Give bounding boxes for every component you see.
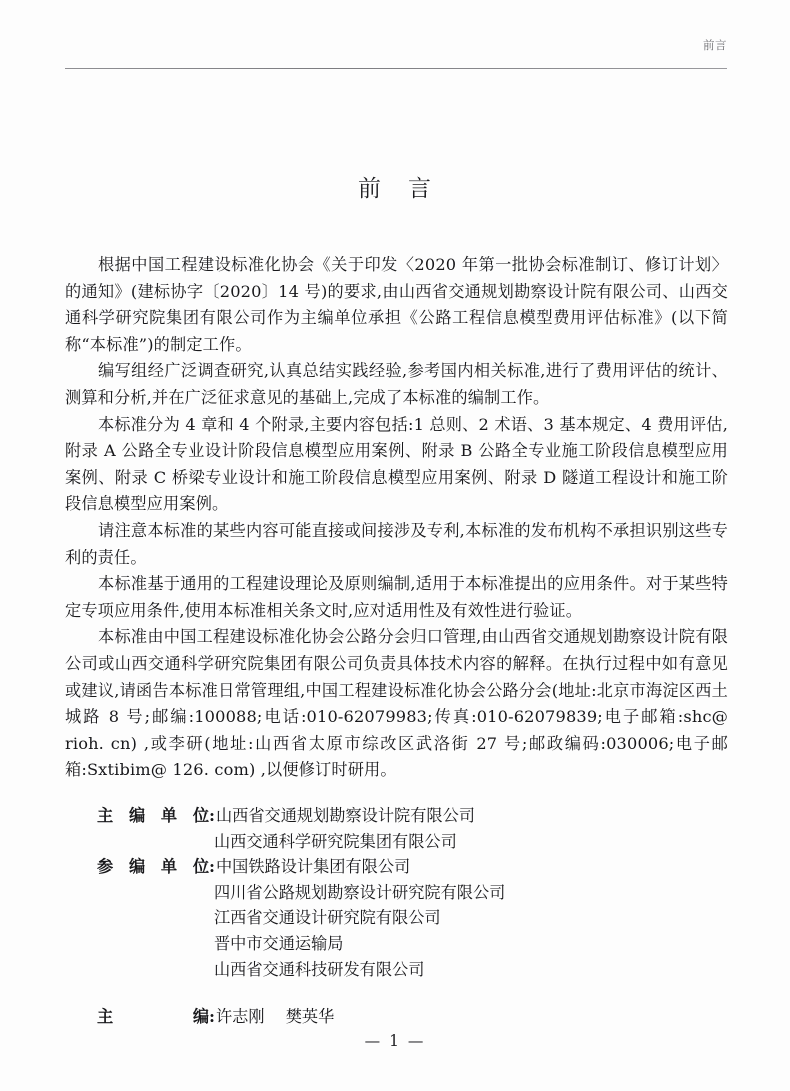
credit-value: 山西交通科学研究院集团有限公司 [214,831,457,851]
foreword-body [65,252,728,784]
label-char: 主 [97,1007,114,1027]
paragraph: 本标准基于通用的工程建设理论及原则编制,适用于本标准提出的应用条件。对于某些特定专项应用条件,使用本标准相关条文时,应对适用性及有效性进行验证。 [65,574,728,620]
credit-row [97,854,717,880]
chief-editor-units-label [97,803,209,829]
credit-row [97,1004,717,1030]
credit-value: 江西省交通设计研究院有限公司 [214,908,441,928]
label-colon: : [209,806,215,825]
label-char: 位 [192,857,209,877]
participating-units-group [97,854,717,982]
credit-value: 四川省公路规划勘察设计研究院有限公司 [214,882,506,902]
credit-value: 晋中市交通运输局 [214,933,344,953]
label-colon: : [209,1007,215,1027]
paragraph: 根据中国工程建设标准化协会《关于印发〈2020 年第一批协会标准制订、修订计划〉的通知》(建标协字〔2020〕14 号)的要求,由山西省交通规划勘察设计院有限公司、山西交通科学研究院集团有限公司作为主编单位承担《公路工程信息模型费用评估标准》(以下简称“本标准”)的制定工作。 [65,255,728,354]
header-rule-divider [65,68,727,69]
page-number: — 1 — [364,1032,426,1050]
paragraph: 编写组经广泛调查研究,认真总结实践经验,参考国内相关标准,进行了费用评估的统计、测算和分析,并在广泛征求意见的基础上,完成了本标准的编制工作。 [65,361,728,407]
credit-value: 中国铁路设计集团有限公司 [215,857,411,877]
paragraph: 本标准分为 4 章和 4 个附录,主要内容包括:1 总则、2 术语、3 基本规定、4 费用评估,附录 A 公路全专业设计阶段信息模型应用案例、附录 B 公路全专业施工阶段信息模型应用案例、附录 C 桥梁专业设计和施工阶段信息模型应用案例、附录 D 隧道工程设计和施工阶段信息模型应用案例。 [65,414,728,514]
running-header-title: 前言 [703,38,727,52]
chief-editors-group [97,1004,717,1030]
chief-editor-units-group [97,803,717,854]
participating-units-label [97,854,209,880]
page-title-char-2: 言 [408,176,432,202]
editor-name: 许志刚 [215,1007,265,1027]
credit-value: 山西省交通科技研发有限公司 [214,959,425,979]
label-char: 单 [160,806,178,825]
editor-name: 樊英华 [285,1007,335,1027]
credits-block [97,803,717,1030]
paragraph: 请注意本标准的某些内容可能直接或间接涉及专利,本标准的发布机构不承担识别这些专利的责任。 [65,520,728,567]
paragraph: 本标准由中国工程建设标准化协会公路分会归口管理,由山西省交通规划勘察设计院有限公司或山西交通科学研究院集团有限公司负责具体技术内容的解释。在执行过程中如有意见或建议,请函告本标准日常管理组,中国工程建设标准化协会公路分会(地址:北京市海淀区西土城路 8 号;邮编:100088;电话:010-62079983;传真:010-62079839;电子邮箱:shc@ rioh. cn) ,或李研(地址:山西省太原市综改区武洛街 27 号;邮政编码:030006;电子邮箱:Sxtibim@ 126. com) ,以便修订时研用。 [65,627,728,780]
label-colon: : [209,857,215,877]
label-char: 主 [97,806,114,825]
credit-row [97,803,717,829]
page-title-char-1: 前 [358,176,382,202]
label-char: 编 [128,806,146,825]
label-char: 位 [192,806,209,825]
label-char: 编 [192,1007,209,1027]
credits-spacer [97,982,717,1004]
label-char: 参 [97,857,114,877]
chief-editors-label [97,1004,209,1030]
running-header [65,38,727,68]
page-title [0,172,790,206]
credit-value: 山西省交通规划勘察设计院有限公司 [215,806,475,825]
label-char: 编 [128,857,146,877]
label-char: 单 [160,857,178,877]
credit-value [216,1004,717,1030]
